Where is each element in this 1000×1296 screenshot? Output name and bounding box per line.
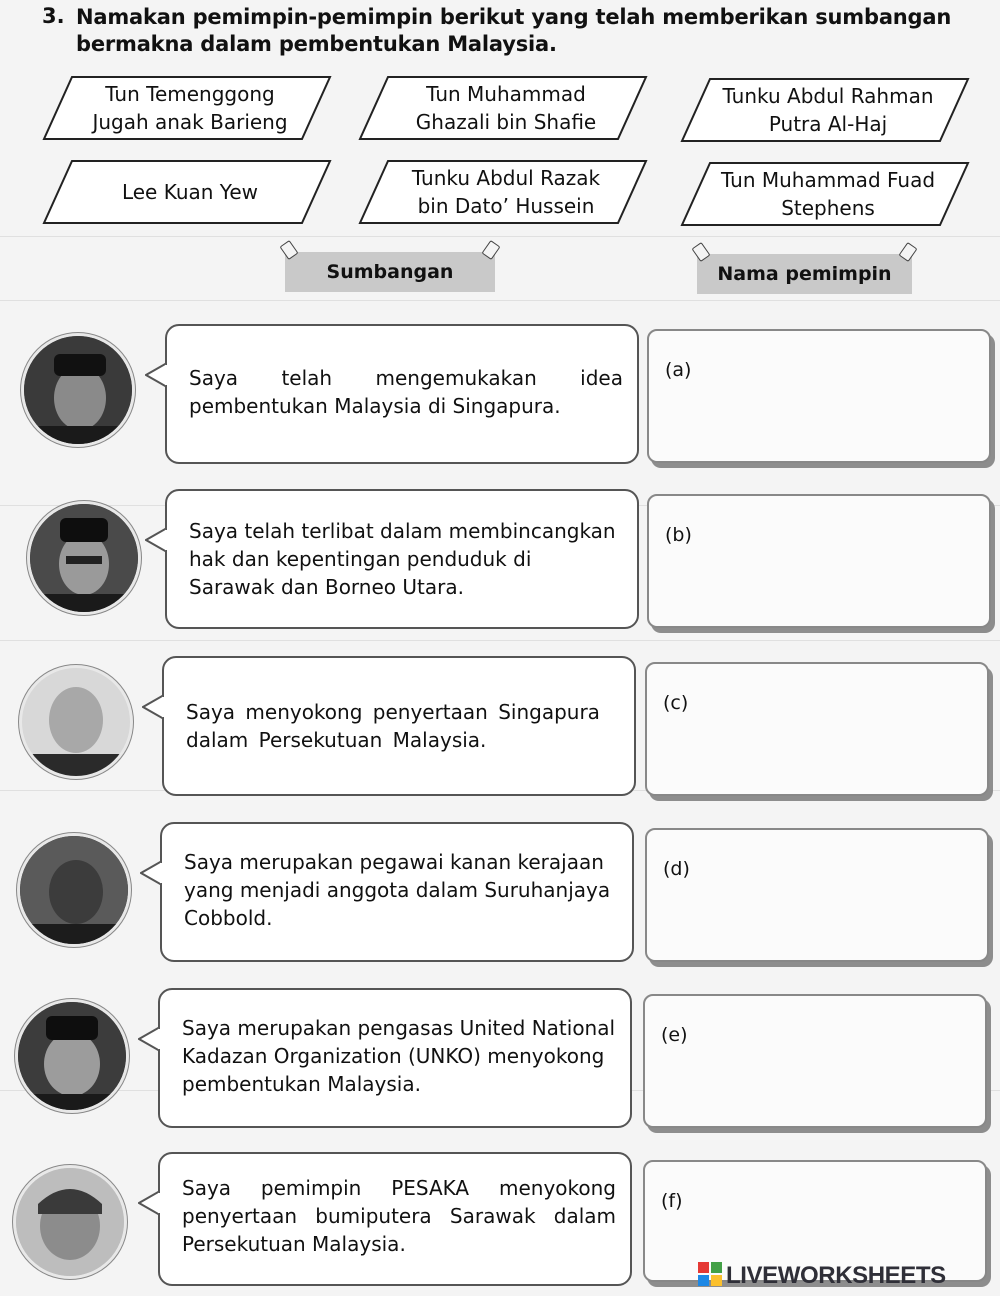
leader-name: Tunku Abdul Rahman Putra Al-Haj bbox=[722, 84, 934, 136]
answer-label: (c) bbox=[663, 692, 689, 714]
leader-name: Tun Muhammad Fuad Stephens bbox=[720, 168, 936, 220]
leader-name: Tun Muhammad Ghazali bin Shafie bbox=[415, 82, 597, 134]
leader-box bbox=[358, 76, 648, 140]
answer-box bbox=[645, 828, 989, 962]
answer-input[interactable] bbox=[695, 1056, 969, 1090]
speech-bubble bbox=[160, 822, 634, 962]
contribution-text: Saya pemimpin PESAKA menyokong penyertaan bumiputera Sarawak dalam Persekutuan Malaysia. bbox=[182, 1176, 616, 1256]
header-sumbangan bbox=[285, 252, 495, 292]
pin-icon bbox=[481, 240, 500, 260]
leader-box bbox=[42, 160, 332, 224]
answer-input[interactable] bbox=[697, 724, 971, 758]
answer-label: (e) bbox=[661, 1024, 688, 1046]
portrait-photo bbox=[24, 336, 132, 444]
contribution-text: Saya merupakan pengasas United National Kadazan Organization (UNKO) menyokong pembentukan Malaysia. bbox=[182, 1016, 616, 1096]
answer-label: (b) bbox=[665, 524, 692, 546]
question-text: Namakan pemimpin-pemimpin berikut yang telah memberikan sumbangan bermakna dalam pembentukan Malaysia. bbox=[76, 5, 952, 56]
answer-box bbox=[647, 329, 991, 463]
pin-icon bbox=[279, 240, 298, 260]
contribution-text: Saya telah terlibat dalam membincangkan hak dan kepentingan penduduk di Sarawak dan Borneo Utara. bbox=[189, 519, 616, 599]
contribution-text: Saya telah mengemukakan idea pembentukan Malaysia di Singapura. bbox=[189, 366, 623, 418]
answer-label: (a) bbox=[665, 359, 692, 381]
speech-bubble bbox=[165, 324, 639, 464]
answer-label: (d) bbox=[663, 858, 690, 880]
liveworksheets-logo bbox=[698, 1262, 946, 1290]
answer-input[interactable] bbox=[699, 391, 973, 425]
leader-box bbox=[680, 162, 970, 226]
contribution-text: Saya merupakan pegawai kanan kerajaan yang menjadi anggota dalam Suruhanjaya Cobbold. bbox=[184, 850, 611, 930]
answer-box bbox=[647, 494, 991, 628]
header-nama-pemimpin-label: Nama pemimpin bbox=[717, 263, 892, 285]
answer-label: (f) bbox=[661, 1190, 683, 1212]
answer-input[interactable] bbox=[695, 1222, 969, 1256]
leader-name: Lee Kuan Yew bbox=[121, 180, 259, 204]
leader-box bbox=[42, 76, 332, 140]
leader-box bbox=[358, 160, 648, 224]
question-number: 3. bbox=[42, 4, 65, 28]
speech-bubble bbox=[162, 656, 636, 796]
answer-input[interactable] bbox=[699, 556, 973, 590]
header-nama-pemimpin bbox=[697, 254, 912, 294]
portrait-photo bbox=[20, 836, 128, 944]
contribution-text: Saya menyokong penyertaan Singapura dalam Persekutuan Malaysia. bbox=[186, 700, 600, 752]
portrait-photo bbox=[22, 668, 130, 776]
portrait-photo bbox=[18, 1002, 126, 1110]
answer-input[interactable] bbox=[697, 890, 971, 924]
brand-text: LIVEWORKSHEETS bbox=[726, 1262, 946, 1289]
answer-box bbox=[645, 662, 989, 796]
leader-box bbox=[680, 78, 970, 142]
speech-bubble bbox=[165, 489, 639, 629]
pin-icon bbox=[691, 242, 710, 262]
speech-bubble bbox=[158, 1152, 632, 1286]
answer-box bbox=[643, 994, 987, 1128]
liveworksheets-icon bbox=[698, 1262, 722, 1286]
portrait-photo bbox=[30, 504, 138, 612]
leader-name: Tunku Abdul Razak bin Dato’ Hussein bbox=[411, 166, 601, 218]
leader-name: Tun Temenggong Jugah anak Barieng bbox=[92, 82, 288, 134]
portrait-photo bbox=[16, 1168, 124, 1276]
header-sumbangan-label: Sumbangan bbox=[326, 261, 454, 283]
pin-icon bbox=[898, 242, 917, 262]
speech-bubble bbox=[158, 988, 632, 1128]
